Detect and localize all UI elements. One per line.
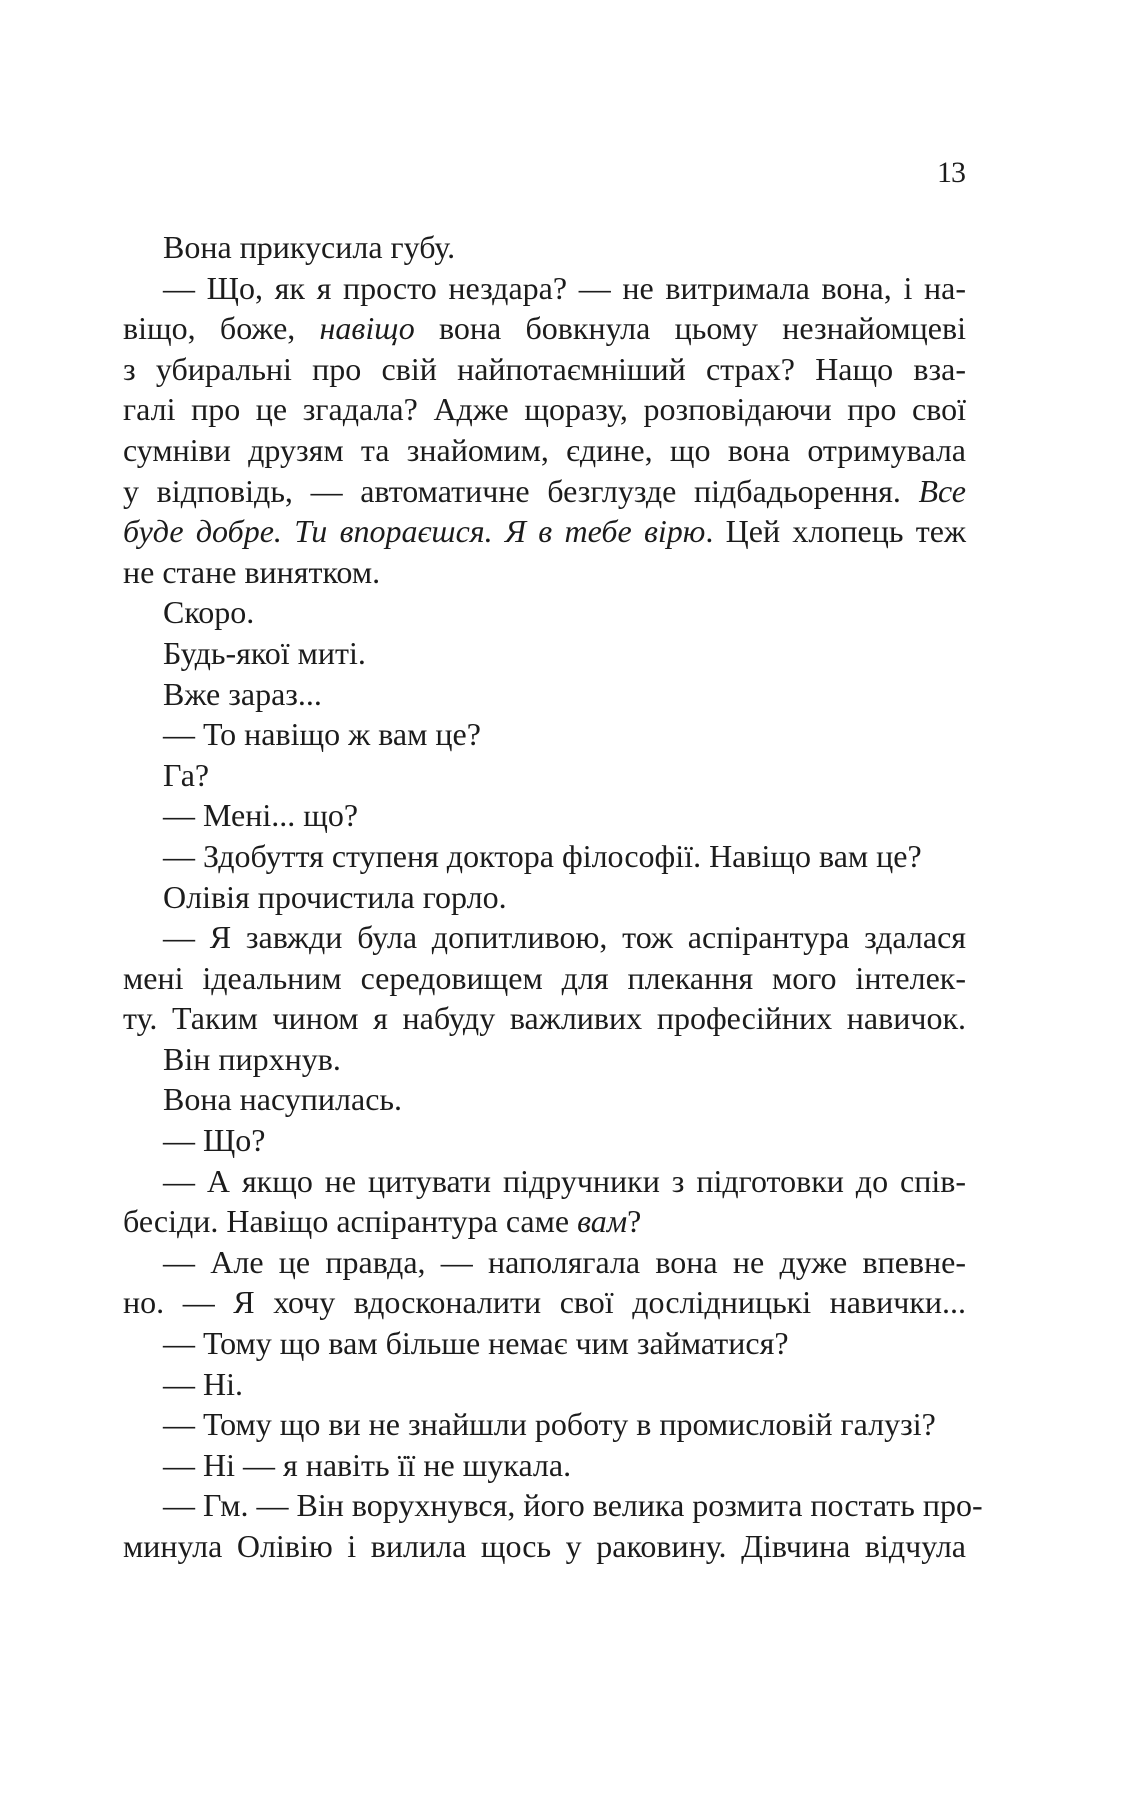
text-segment: мені ідеальним середовищем для плекання мого інтелек-	[123, 959, 966, 996]
text-line	[123, 674, 966, 715]
text-line	[123, 1161, 966, 1202]
text-line	[123, 1242, 966, 1283]
text-line	[123, 1364, 966, 1405]
italic-text: навіщо	[319, 310, 415, 347]
text-line	[123, 1282, 966, 1323]
text-line	[123, 268, 966, 309]
text-segment: Вона прикусила губу.	[163, 229, 456, 265]
text-line	[123, 877, 966, 918]
text-segment: — Здобуття ступеня доктора філософії. Навіщо вам це?	[163, 837, 922, 874]
text-line	[123, 795, 966, 836]
text-line	[123, 1323, 966, 1364]
italic-text: Все	[918, 472, 966, 509]
text-line	[123, 552, 966, 593]
text-segment: — Тому що вам більше немає чим займатися?	[163, 1325, 789, 1362]
text-line	[123, 998, 966, 1039]
text-segment: — Ні.	[163, 1365, 243, 1402]
text-segment: — Тому що ви не знайшли роботу в промисловій галузі?	[163, 1406, 936, 1443]
text-line	[123, 349, 966, 390]
text-line	[123, 308, 966, 349]
text-line	[123, 430, 966, 471]
text-segment: сумніви друзям та знайомим, єдине, що вона отримувала	[123, 431, 966, 468]
text-line	[123, 471, 966, 512]
text-segment: не стане винятком.	[123, 553, 381, 590]
text-line	[123, 917, 966, 958]
text-segment: Олівія прочистила горло.	[163, 878, 507, 915]
text-line	[123, 958, 966, 999]
text-segment: галі про це згадала? Адже щоразу, розповідаючи про свої	[123, 391, 966, 428]
italic-text: вам	[577, 1203, 628, 1240]
text-line	[123, 836, 966, 877]
text-segment: — Що?	[163, 1122, 266, 1159]
text-segment: но. — Я хочу вдосконалити свої дослідницькі навички...	[123, 1284, 966, 1321]
text-segment: — Але це правда, — наполягала вона не дуже впевне-	[163, 1243, 966, 1280]
text-segment: — То навіщо ж вам це?	[163, 716, 481, 753]
text-segment: ?	[627, 1203, 642, 1240]
text-line	[123, 1039, 966, 1080]
text-line	[123, 389, 966, 430]
text-line	[123, 1120, 966, 1161]
text-line	[123, 633, 966, 674]
text-segment: — Що, як я просто нездара? — не витримала вона, і на-	[163, 269, 966, 306]
text-segment: минула Олівію і вилила щось у раковину. Дівчина відчула	[123, 1528, 966, 1564]
text-line	[123, 1201, 966, 1242]
text-line	[123, 227, 966, 268]
text-segment: Вже зараз...	[163, 675, 322, 712]
text-line	[123, 1404, 966, 1445]
text-segment: Будь-якої миті.	[163, 634, 366, 671]
text-segment: . Цей хлопець теж	[705, 513, 967, 550]
text-segment: — Я завжди була допитливою, тож аспірантура здалася	[163, 919, 966, 956]
text-line	[123, 1079, 966, 1120]
text-segment: — А якщо не цитувати підручники з підготовки до спів-	[163, 1162, 966, 1199]
text-line	[123, 511, 966, 552]
text-line	[123, 714, 966, 755]
text-segment: ту. Таким чином я набуду важливих професійних навичок.	[123, 1000, 966, 1037]
text-segment: — Мені... що?	[163, 797, 359, 834]
text-segment: з убиральні про свій найпотаємніший страх? Нащо вза-	[123, 350, 966, 387]
text-segment: бесіди. Навіщо аспірантура саме	[123, 1203, 578, 1240]
text-segment: — Ні — я навіть її не шукала.	[163, 1446, 572, 1483]
text-segment: у відповідь, — автоматичне безглузде підбадьорення.	[123, 472, 919, 509]
text-segment: вона бовкнула цьому незнайомцеві	[414, 310, 966, 347]
text-line	[123, 1485, 983, 1526]
text-segment: Він пирхнув.	[163, 1040, 341, 1077]
text-segment: Га?	[163, 756, 210, 793]
text-segment: — Гм. — Він ворухнувся, його велика розмита постать про-	[163, 1487, 983, 1524]
text-line	[123, 1526, 966, 1567]
text-line	[123, 592, 966, 633]
text-line	[123, 1445, 966, 1486]
italic-text: буде добре. Ти впораєшся. Я в тебе вірю	[123, 513, 706, 550]
text-line	[123, 755, 966, 796]
text-segment: Скоро.	[163, 594, 255, 631]
text-segment: віщо, боже,	[123, 310, 320, 347]
body-text	[123, 227, 983, 1567]
text-segment: Вона насупилась.	[163, 1081, 402, 1118]
page-number: 13	[937, 156, 965, 189]
